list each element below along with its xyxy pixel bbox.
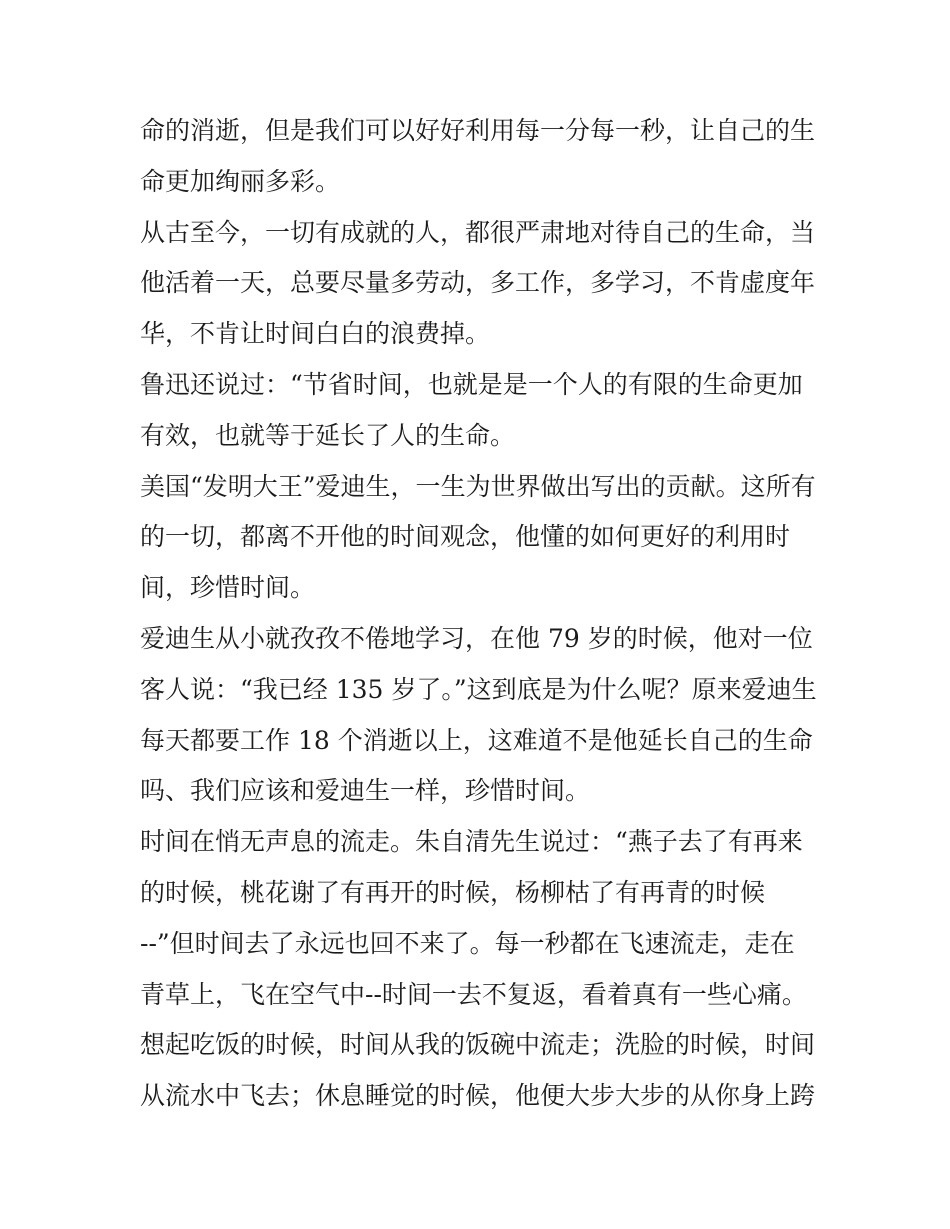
text-line: 命更加绚丽多彩。	[140, 166, 341, 196]
text-line: 他活着一天，总要尽量多劳动，多工作，多学习，不肯虚度年	[140, 268, 816, 298]
text-line: 美国“发明大王”爱迪生，一生为世界做出写出的贡献。这所有	[140, 471, 816, 501]
text-line: 客人说：“我已经 135 岁了。”这到底是为什么呢？原来爱迪生	[140, 674, 817, 704]
text-line: 青草上，飞在空气中--时间一去不复返，看着真有一些心痛。	[140, 979, 807, 1009]
text-line: 鲁迅还说过：“节省时间，也就是是一个人的有限的生命更加	[140, 369, 803, 399]
text-line: 时间在悄无声息的流走。朱自清先生说过：“燕子去了有再来	[140, 827, 803, 857]
text-line: 华，不肯让时间白白的浪费掉。	[140, 319, 491, 349]
text-line: 的时候，桃花谢了有再开的时候，杨柳枯了有再青的时候	[140, 877, 766, 907]
text-line: --”但时间去了永远也回不来了。每一秒都在飞速流走，走在	[140, 928, 795, 958]
text-line: 的一切，都离不开他的时间观念，他懂的如何更好的利用时	[140, 522, 791, 552]
text-line: 从流水中飞去；休息睡觉的时候，他便大步大步的从你身上跨	[140, 1081, 816, 1111]
text-line: 从古至今，一切有成就的人，都很严肃地对待自己的生命，当	[140, 217, 816, 247]
text-line: 想起吃饭的时候，时间从我的饭碗中流走；洗脸的时候，时间	[140, 1030, 816, 1060]
text-line: 有效，也就等于延长了人的生命。	[140, 420, 516, 450]
body-text	[140, 106, 820, 1122]
text-line: 吗、我们应该和爱迪生一样，珍惜时间。	[140, 776, 591, 806]
text-line: 爱迪生从小就孜孜不倦地学习，在他 79 岁的时候，他对一位	[140, 623, 813, 653]
text-line: 间，珍惜时间。	[140, 573, 316, 603]
text-line: 命的消逝，但是我们可以好好利用每一分每一秒，让自己的生	[140, 116, 816, 145]
text-line: 每天都要工作 18 个消逝以上，这难道不是他延长自己的生命	[140, 725, 813, 755]
